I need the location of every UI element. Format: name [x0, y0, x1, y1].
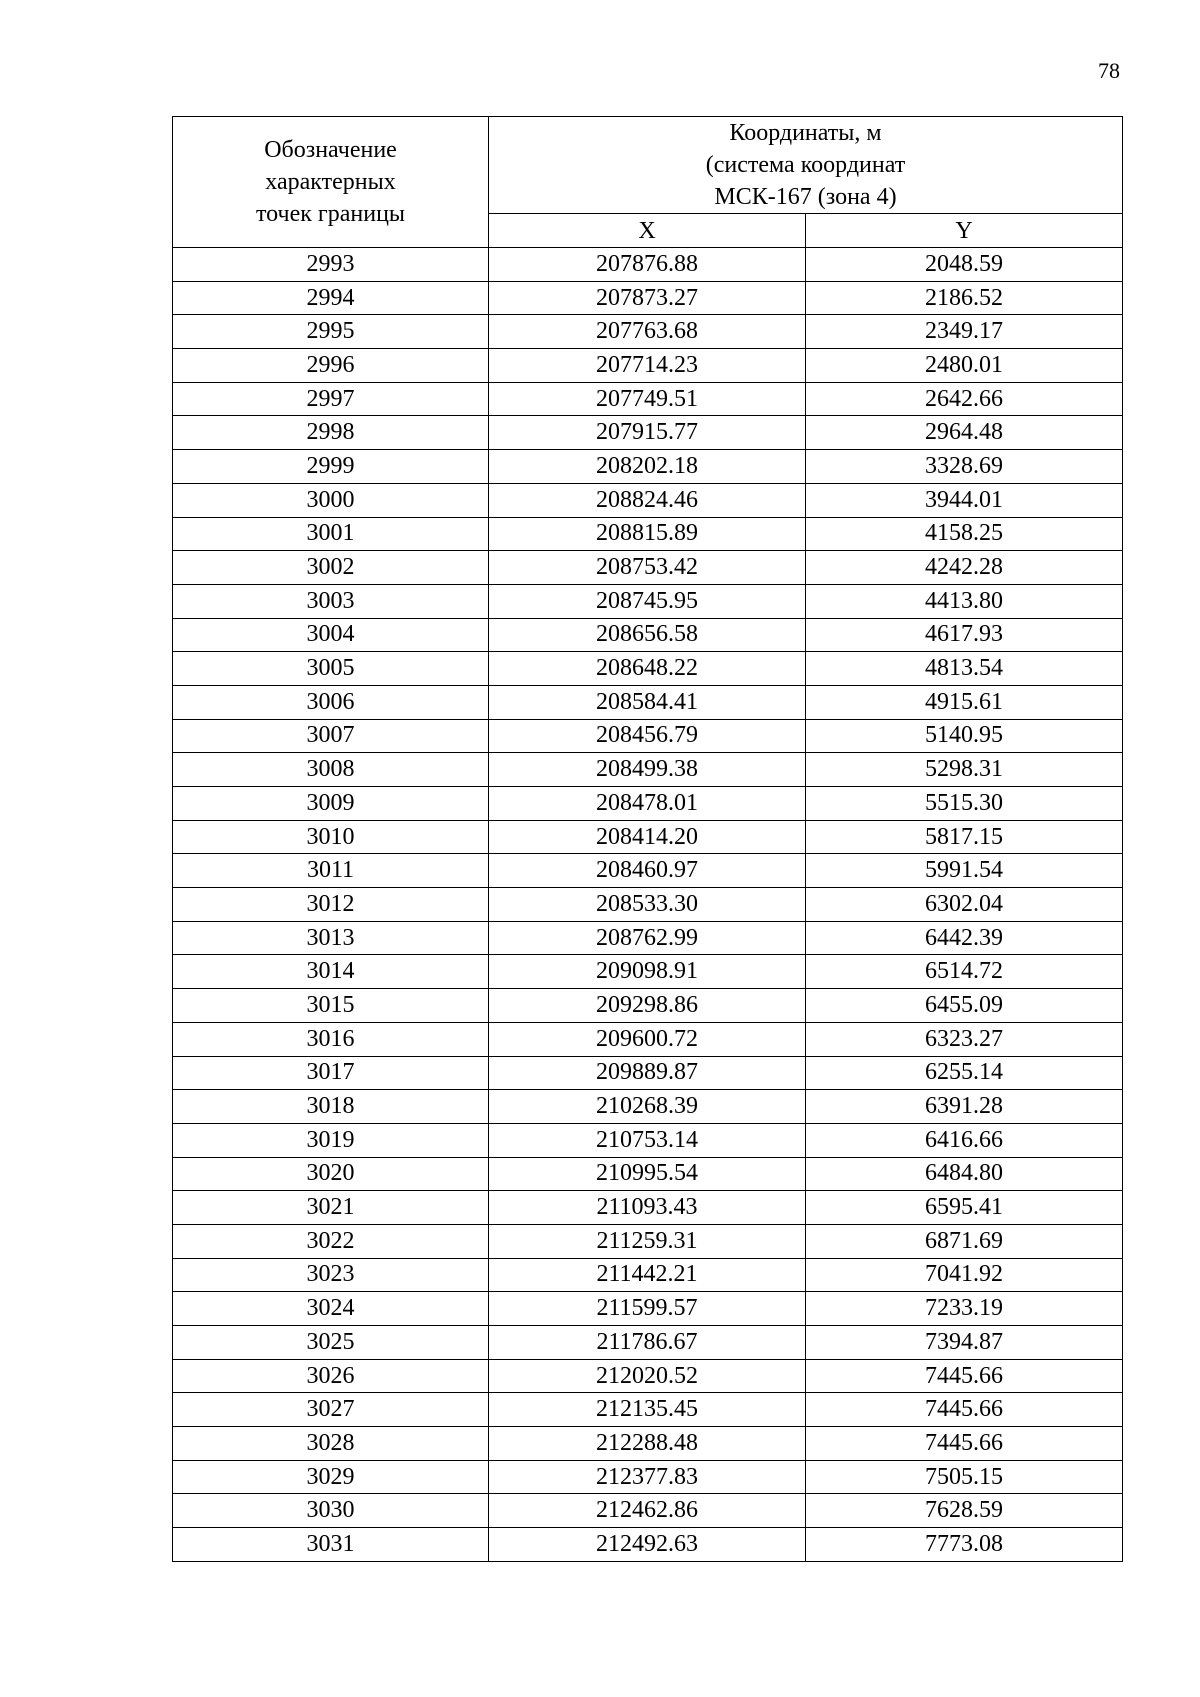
- y-cell: 3328.69: [806, 450, 1123, 484]
- table-row: [173, 349, 1123, 383]
- x-cell: 208478.01: [489, 787, 806, 821]
- x-cell: 211259.31: [489, 1224, 806, 1258]
- table-row: [173, 483, 1123, 517]
- coords-header-line: (система координат: [705, 152, 906, 178]
- x-cell: 208824.46: [489, 483, 806, 517]
- table-row: [173, 888, 1123, 922]
- x-cell: 209098.91: [489, 955, 806, 989]
- point-cell: 3018: [173, 1090, 489, 1124]
- point-cell: 3001: [173, 517, 489, 551]
- y-cell: 2964.48: [806, 416, 1123, 450]
- y-cell: 7445.66: [806, 1427, 1123, 1461]
- point-cell: 3011: [173, 854, 489, 888]
- x-cell: 212492.63: [489, 1528, 806, 1562]
- x-cell: 208460.97: [489, 854, 806, 888]
- x-cell: 212377.83: [489, 1460, 806, 1494]
- table-row: [173, 1191, 1123, 1225]
- table-row: [173, 685, 1123, 719]
- y-cell: 7445.66: [806, 1393, 1123, 1427]
- table-row: [173, 1090, 1123, 1124]
- y-cell: 5515.30: [806, 787, 1123, 821]
- y-cell: 7505.15: [806, 1460, 1123, 1494]
- y-cell: 6391.28: [806, 1090, 1123, 1124]
- point-cell: 3012: [173, 888, 489, 922]
- y-cell: 5991.54: [806, 854, 1123, 888]
- table-body: [173, 248, 1123, 1562]
- y-cell: 6302.04: [806, 888, 1123, 922]
- y-cell: 4242.28: [806, 551, 1123, 585]
- table-row: [173, 854, 1123, 888]
- point-cell: 3023: [173, 1258, 489, 1292]
- x-cell: 208648.22: [489, 652, 806, 686]
- x-cell: 211093.43: [489, 1191, 806, 1225]
- point-cell: 3027: [173, 1393, 489, 1427]
- y-cell: 6595.41: [806, 1191, 1123, 1225]
- point-cell: 3022: [173, 1224, 489, 1258]
- x-cell: 211786.67: [489, 1326, 806, 1360]
- y-column-header: Y: [806, 214, 1123, 248]
- point-cell: 3029: [173, 1460, 489, 1494]
- point-header-line: характерных: [265, 169, 396, 195]
- point-cell: 2997: [173, 382, 489, 416]
- x-cell: 211599.57: [489, 1292, 806, 1326]
- y-cell: 7041.92: [806, 1258, 1123, 1292]
- x-cell: 208456.79: [489, 719, 806, 753]
- y-cell: 2642.66: [806, 382, 1123, 416]
- table-row: [173, 1528, 1123, 1562]
- y-cell: 6323.27: [806, 1022, 1123, 1056]
- x-cell: 212020.52: [489, 1359, 806, 1393]
- table-header: [173, 117, 1123, 248]
- x-cell: 212462.86: [489, 1494, 806, 1528]
- table-row: [173, 315, 1123, 349]
- point-cell: 3017: [173, 1056, 489, 1090]
- y-cell: 7233.19: [806, 1292, 1123, 1326]
- y-cell: 7445.66: [806, 1359, 1123, 1393]
- x-cell: 207749.51: [489, 382, 806, 416]
- x-cell: 208499.38: [489, 753, 806, 787]
- table-row: [173, 1224, 1123, 1258]
- point-header-line: точек границы: [255, 201, 406, 227]
- x-cell: 207714.23: [489, 349, 806, 383]
- x-cell: 209889.87: [489, 1056, 806, 1090]
- coords-header-line: МСК-167 (зона 4): [714, 184, 897, 210]
- y-cell: 6255.14: [806, 1056, 1123, 1090]
- point-cell: 3021: [173, 1191, 489, 1225]
- y-cell: 2480.01: [806, 349, 1123, 383]
- point-cell: 2998: [173, 416, 489, 450]
- point-cell: 3006: [173, 685, 489, 719]
- table-row: [173, 416, 1123, 450]
- y-cell: 5140.95: [806, 719, 1123, 753]
- y-cell: 7773.08: [806, 1528, 1123, 1562]
- point-cell: 3000: [173, 483, 489, 517]
- x-cell: 208762.99: [489, 921, 806, 955]
- table-row: [173, 753, 1123, 787]
- x-cell: 212135.45: [489, 1393, 806, 1427]
- y-cell: 2186.52: [806, 281, 1123, 315]
- coordinates-table: [172, 116, 1123, 1562]
- table-row: [173, 1427, 1123, 1461]
- x-column-header: X: [489, 214, 806, 248]
- table-row: [173, 787, 1123, 821]
- table-row: [173, 382, 1123, 416]
- point-cell: 3024: [173, 1292, 489, 1326]
- y-cell: 7628.59: [806, 1494, 1123, 1528]
- page-number: 78: [1098, 58, 1120, 83]
- point-cell: 3002: [173, 551, 489, 585]
- point-cell: 3007: [173, 719, 489, 753]
- y-cell: 6514.72: [806, 955, 1123, 989]
- x-cell: 208753.42: [489, 551, 806, 585]
- x-cell: 208815.89: [489, 517, 806, 551]
- point-cell: 3014: [173, 955, 489, 989]
- table-row: [173, 719, 1123, 753]
- point-cell: 2999: [173, 450, 489, 484]
- y-cell: 4617.93: [806, 618, 1123, 652]
- table-row: [173, 281, 1123, 315]
- x-cell: 207763.68: [489, 315, 806, 349]
- y-cell: 2048.59: [806, 248, 1123, 282]
- point-header-line: Обозначение: [264, 137, 397, 163]
- table-row: [173, 450, 1123, 484]
- y-cell: 3944.01: [806, 483, 1123, 517]
- x-cell: 208533.30: [489, 888, 806, 922]
- table-row: [173, 652, 1123, 686]
- x-cell: 208745.95: [489, 584, 806, 618]
- table-row: [173, 1494, 1123, 1528]
- x-cell: 208656.58: [489, 618, 806, 652]
- y-cell: 4158.25: [806, 517, 1123, 551]
- point-cell: 3003: [173, 584, 489, 618]
- y-cell: 6442.39: [806, 921, 1123, 955]
- y-cell: 7394.87: [806, 1326, 1123, 1360]
- point-cell: 3019: [173, 1123, 489, 1157]
- y-cell: 6484.80: [806, 1157, 1123, 1191]
- y-cell: 6455.09: [806, 989, 1123, 1023]
- table-row: [173, 1393, 1123, 1427]
- point-cell: 3015: [173, 989, 489, 1023]
- point-cell: 3026: [173, 1359, 489, 1393]
- y-cell: 5817.15: [806, 820, 1123, 854]
- table-row: [173, 1022, 1123, 1056]
- table-row: [173, 1258, 1123, 1292]
- y-cell: 6416.66: [806, 1123, 1123, 1157]
- table-row: [173, 1292, 1123, 1326]
- y-cell: 4915.61: [806, 685, 1123, 719]
- x-cell: 208414.20: [489, 820, 806, 854]
- x-cell: 209298.86: [489, 989, 806, 1023]
- table-row: [173, 618, 1123, 652]
- x-cell: 207876.88: [489, 248, 806, 282]
- x-cell: 207873.27: [489, 281, 806, 315]
- x-cell: 210753.14: [489, 1123, 806, 1157]
- point-cell: 3031: [173, 1528, 489, 1562]
- x-cell: 208584.41: [489, 685, 806, 719]
- point-cell: 3020: [173, 1157, 489, 1191]
- point-cell: 3009: [173, 787, 489, 821]
- x-cell: 211442.21: [489, 1258, 806, 1292]
- coordinates-group-header: [489, 117, 1123, 214]
- point-cell: 2994: [173, 281, 489, 315]
- table-row: [173, 248, 1123, 282]
- x-cell: 210995.54: [489, 1157, 806, 1191]
- table-row: [173, 551, 1123, 585]
- coords-header-line: Координаты, м: [729, 120, 882, 146]
- table-row: [173, 1123, 1123, 1157]
- y-cell: 4413.80: [806, 584, 1123, 618]
- y-cell: 5298.31: [806, 753, 1123, 787]
- point-cell: 3025: [173, 1326, 489, 1360]
- y-cell: 6871.69: [806, 1224, 1123, 1258]
- point-cell: 2996: [173, 349, 489, 383]
- table-row: [173, 1359, 1123, 1393]
- point-cell: 3005: [173, 652, 489, 686]
- point-cell: 2993: [173, 248, 489, 282]
- x-cell: 210268.39: [489, 1090, 806, 1124]
- table-row: [173, 1460, 1123, 1494]
- table-row: [173, 989, 1123, 1023]
- point-cell: 3013: [173, 921, 489, 955]
- point-cell: 3008: [173, 753, 489, 787]
- x-cell: 207915.77: [489, 416, 806, 450]
- point-cell: 2995: [173, 315, 489, 349]
- point-cell: 3010: [173, 820, 489, 854]
- point-column-header: [173, 117, 489, 248]
- x-cell: 212288.48: [489, 1427, 806, 1461]
- table-row: [173, 1157, 1123, 1191]
- point-cell: 3028: [173, 1427, 489, 1461]
- table-row: [173, 1056, 1123, 1090]
- table-row: [173, 955, 1123, 989]
- point-cell: 3004: [173, 618, 489, 652]
- table-row: [173, 921, 1123, 955]
- table-row: [173, 1326, 1123, 1360]
- y-cell: 4813.54: [806, 652, 1123, 686]
- x-cell: 208202.18: [489, 450, 806, 484]
- x-cell: 209600.72: [489, 1022, 806, 1056]
- table-row: [173, 584, 1123, 618]
- point-cell: 3016: [173, 1022, 489, 1056]
- point-cell: 3030: [173, 1494, 489, 1528]
- y-cell: 2349.17: [806, 315, 1123, 349]
- table-row: [173, 820, 1123, 854]
- table-row: [173, 517, 1123, 551]
